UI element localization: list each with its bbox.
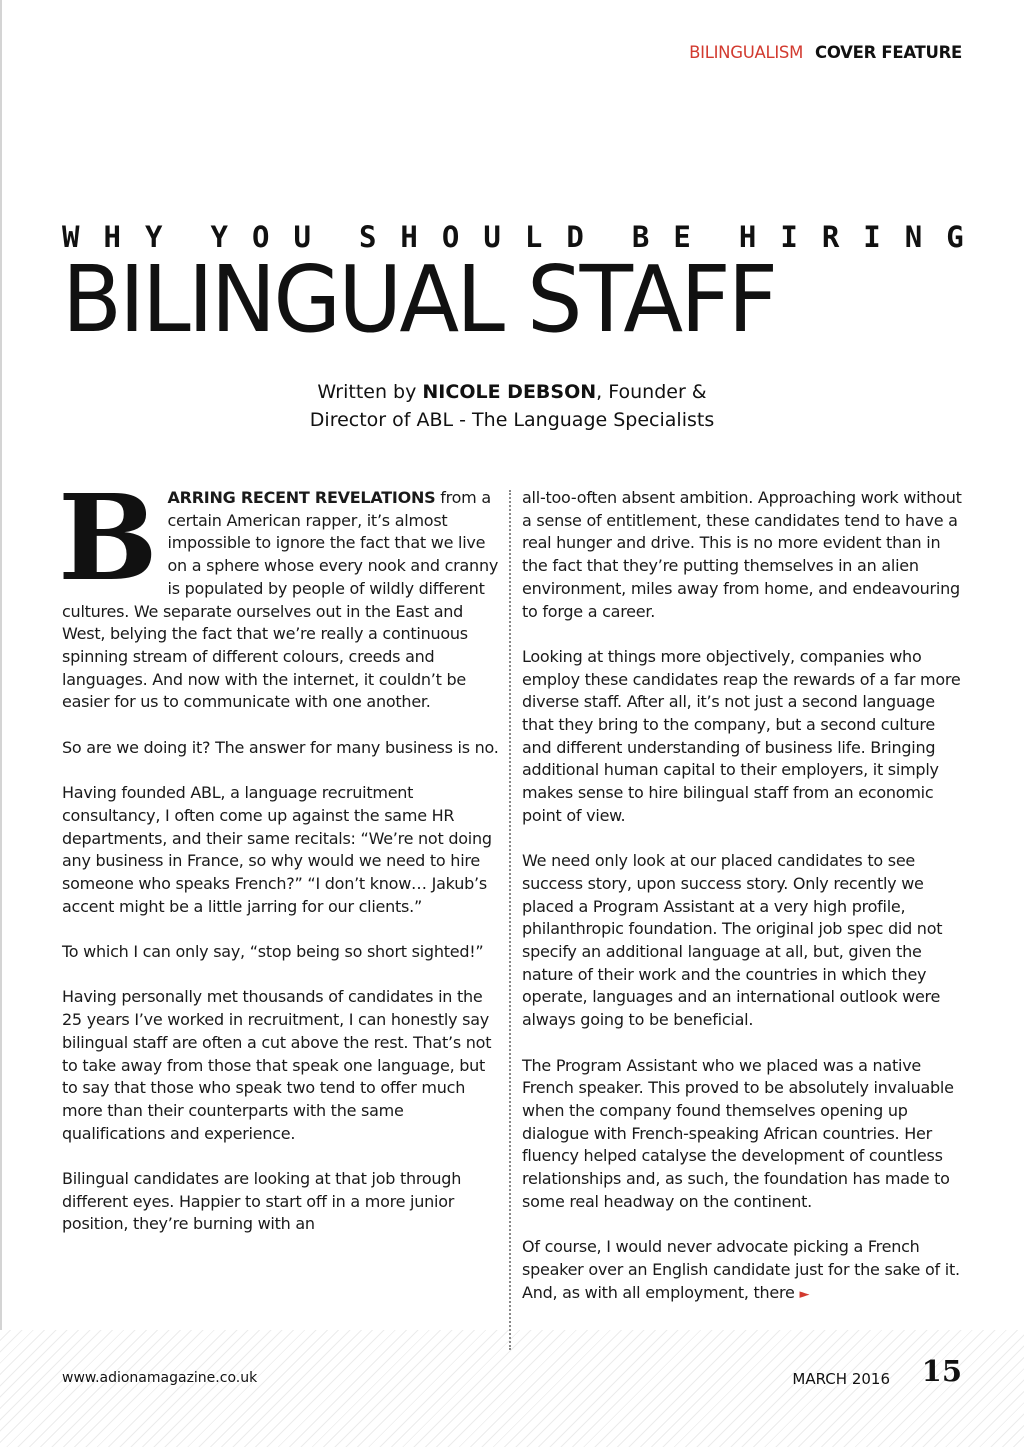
paragraph-text: from a certain American rapper, it’s almost impossible to ignore the fact that we live on a sphere whose every nook and cranny is populated by people of wildly different cultures. We separate ourselves out in the East and West, belying the fact that we’re really a continuous spinning stream of different colours, creeds and languages. And now with the internet, it couldn’t be easier for us to communicate with one another.: [62, 488, 499, 712]
continue-arrow-icon: ►: [799, 1286, 810, 1302]
article-paragraph: Having personally met thousands of candidates in the 25 years I’ve worked in recruitment, I can honestly say bilingual staff are often a cut above the rest. That’s not to take away from those that speak one language, but to say that those who speak two tend to offer much more than their counterparts with the same qualifications and experience.: [62, 987, 492, 1143]
byline-author: NICOLE DEBSON: [422, 381, 597, 403]
section-label: BILINGUALISM: [689, 43, 804, 62]
kicker-letter: H: [738, 220, 757, 254]
footer-hatch-pattern: [0, 1330, 1024, 1447]
kicker-letter: I: [863, 220, 881, 254]
drop-cap: B: [58, 468, 158, 607]
footer-website: www.adionamagazine.co.uk: [62, 1370, 258, 1386]
paragraph-text: Of course, I would never advocate picking a French speaker over an English candidate just for the sake of it. And, as with all employment, there: [522, 1237, 960, 1302]
kicker-letter: D: [566, 220, 584, 254]
article-paragraph: Bilingual candidates are looking at that job through different eyes. Happier to start off in a more junior position, they’re burning with an: [62, 1169, 462, 1234]
kicker-letter: R: [821, 220, 840, 254]
kicker-letter: I: [780, 220, 798, 254]
kicker-letter: Y: [210, 220, 228, 254]
article-paragraph: The Program Assistant who we placed was a native French speaker. This proved to be absolutely invaluable when the company found themselves opening up dialogue with French-speaking African countries. Her fluency helped catalyse the development of countless relationships and, as such, the foundation has made to some real headway on the continent.: [522, 1055, 954, 1211]
page-number: 15: [921, 1354, 962, 1388]
article-headline: BILINGUAL STAFF: [62, 246, 776, 353]
lead-in: ARRING RECENT REVELATIONS: [167, 488, 436, 507]
kicker-letter: H: [400, 220, 418, 254]
kicker-letter: U: [293, 220, 311, 254]
kicker-letter: W: [62, 220, 80, 254]
kicker-letter: Y: [144, 220, 163, 254]
article-paragraph: We need only look at our placed candidates to see success story, upon success story. Only recently we placed a Program Assistant at a very high profile, philanthropic foundation. The original job spec did not specify an additional language at all, but, given the nature of their work and the countries in which they operate, languages and an international outlook were always going to be beneficial.: [522, 851, 943, 1030]
byline-prefix: Written by: [317, 381, 423, 403]
page-edge: [0, 0, 2, 1447]
article-paragraph: [58, 468, 504, 714]
byline-suffix: , Founder &: [596, 381, 707, 403]
article-column-right: [522, 487, 964, 1329]
article-paragraph: To which I can only say, “stop being so short sighted!”: [62, 942, 484, 962]
kicker-letter: H: [103, 220, 121, 254]
column-divider: [509, 490, 511, 1350]
footer-issue-date: MARCH 2016: [792, 1370, 890, 1388]
article-paragraph: all-too-often absent ambition. Approaching work without a sense of entitlement, these candidates tend to have a real hunger and drive. This is no more evident than in the fact that they’re putting themselves in an alien environment, miles away from home, and endeavouring to forge a career.: [522, 488, 962, 621]
kicker-letter: U: [483, 220, 501, 254]
kicker-letter: L: [524, 220, 543, 254]
kicker-letter: S: [358, 220, 377, 254]
article-column-left: [58, 468, 504, 1259]
kicker-letter: E: [673, 220, 691, 254]
byline-role: Director of ABL - The Language Specialists: [309, 409, 715, 431]
article-paragraph: [522, 1236, 964, 1306]
article-paragraph: Having founded ABL, a language recruitment consultancy, I often come up against the same HR departments, and their same recitals: “We’re not doing any business in France, so why would we need to hire someone who speaks French?” “I don’t know… Jakub’s accent might be a little jarring for our clients.”: [62, 783, 492, 916]
feature-label: COVER FEATURE: [815, 43, 962, 62]
kicker-letter: B: [631, 220, 650, 254]
kicker-letter: G: [946, 220, 964, 254]
kicker-letter: N: [904, 220, 923, 254]
article-paragraph: So are we doing it? The answer for many business is no.: [62, 737, 499, 757]
section-header: [689, 43, 962, 62]
kicker-letter: O: [441, 220, 460, 254]
kicker-letter: O: [251, 220, 270, 254]
article-paragraph: Looking at things more objectively, companies who employ these candidates reap the rewards of a far more diverse staff. After all, it’s not just a second language that they bring to the company, but a second culture and different understanding of business life. Bringing additional human capital to their employers, it simply makes sense to hire bilingual staff from an economic point of view.: [522, 646, 961, 825]
byline: [212, 378, 812, 434]
